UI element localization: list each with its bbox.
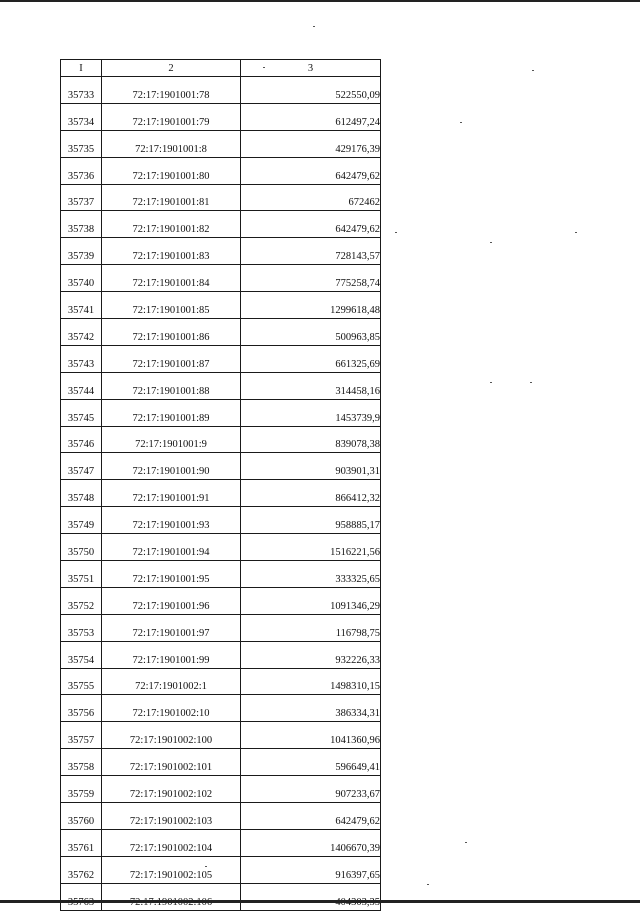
header-col-2: 2	[102, 60, 241, 77]
table-row	[61, 103, 381, 130]
cadastral-number: 72:17:1901001:9	[102, 426, 241, 453]
table-row	[61, 480, 381, 507]
cadastral-value: 500963,85	[241, 319, 381, 346]
row-number: 35749	[61, 507, 102, 534]
cadastral-number: 72:17:1901002:100	[102, 722, 241, 749]
cadastral-value: 314458,16	[241, 372, 381, 399]
table-body	[61, 77, 381, 911]
cadastral-value: 903901,31	[241, 453, 381, 480]
row-number: 35757	[61, 722, 102, 749]
header-col-1: I	[61, 60, 102, 77]
scan-speck	[427, 884, 429, 885]
cadastral-value: 839078,38	[241, 426, 381, 453]
cadastral-value: 1041360,96	[241, 722, 381, 749]
row-number: 35736	[61, 157, 102, 184]
cadastral-number: 72:17:1901001:93	[102, 507, 241, 534]
row-number: 35742	[61, 319, 102, 346]
cadastral-value: 596649,41	[241, 749, 381, 776]
cadastral-number: 72:17:1901002:105	[102, 856, 241, 883]
cadastral-number: 72:17:1901001:82	[102, 211, 241, 238]
cadastral-value: 932226,33	[241, 641, 381, 668]
row-number: 35751	[61, 561, 102, 588]
row-number: 35739	[61, 238, 102, 265]
row-number: 35760	[61, 803, 102, 830]
table-row	[61, 803, 381, 830]
row-number: 35762	[61, 856, 102, 883]
row-number: 35759	[61, 776, 102, 803]
cadastral-number: 72:17:1901001:85	[102, 292, 241, 319]
table-row	[61, 883, 381, 910]
row-number: 35756	[61, 695, 102, 722]
table-row	[61, 372, 381, 399]
scan-speck	[313, 26, 315, 27]
cadastral-value: 642479,62	[241, 803, 381, 830]
cadastral-value: 958885,17	[241, 507, 381, 534]
cadastral-number: 72:17:1901001:87	[102, 345, 241, 372]
table-row	[61, 130, 381, 157]
cadastral-number: 72:17:1901001:91	[102, 480, 241, 507]
cadastral-value: 672462	[241, 184, 381, 211]
row-number: 35745	[61, 399, 102, 426]
cadastral-number: 72:17:1901002:101	[102, 749, 241, 776]
row-number: 35733	[61, 77, 102, 104]
cadastral-number: 72:17:1901001:97	[102, 614, 241, 641]
cadastral-value: 612497,24	[241, 103, 381, 130]
row-number: 35743	[61, 345, 102, 372]
table-row	[61, 399, 381, 426]
cadastral-value: 1091346,29	[241, 587, 381, 614]
table-row	[61, 614, 381, 641]
cadastral-value: 1453739,9	[241, 399, 381, 426]
cadastral-value-table	[60, 59, 381, 911]
scan-top-edge	[0, 0, 640, 2]
scan-speck	[465, 842, 467, 843]
cadastral-number: 72:17:1901001:88	[102, 372, 241, 399]
cadastral-number: 72:17:1901002:102	[102, 776, 241, 803]
cadastral-value: 916397,65	[241, 856, 381, 883]
cadastral-number: 72:17:1901001:83	[102, 238, 241, 265]
cadastral-value: 642479,62	[241, 211, 381, 238]
table-row	[61, 561, 381, 588]
table-row	[61, 534, 381, 561]
table-row	[61, 345, 381, 372]
row-number: 35755	[61, 668, 102, 695]
cadastral-value	[241, 883, 381, 910]
row-number: 35744	[61, 372, 102, 399]
cadastral-number: 72:17:1901001:8	[102, 130, 241, 157]
cadastral-value: 1498310,15	[241, 668, 381, 695]
cadastral-value: 775258,74	[241, 265, 381, 292]
scan-speck	[460, 122, 462, 123]
table-row	[61, 184, 381, 211]
cadastral-number: 72:17:1901001:96	[102, 587, 241, 614]
table-row	[61, 856, 381, 883]
table-row	[61, 695, 381, 722]
row-number: 35754	[61, 641, 102, 668]
cadastral-value: 907233,67	[241, 776, 381, 803]
cadastral-number: 72:17:1901001:81	[102, 184, 241, 211]
cadastral-number: 72:17:1901001:79	[102, 103, 241, 130]
row-number: 35753	[61, 614, 102, 641]
cadastral-number: 72:17:1901001:95	[102, 561, 241, 588]
cadastral-number: 72:17:1901001:89	[102, 399, 241, 426]
cadastral-number: 72:17:1901001:84	[102, 265, 241, 292]
cadastral-value: 522550,09	[241, 77, 381, 104]
cadastral-value: 116798,75	[241, 614, 381, 641]
cadastral-number: 72:17:1901002:104	[102, 829, 241, 856]
row-number: 35748	[61, 480, 102, 507]
row-number: 35740	[61, 265, 102, 292]
cadastral-value: 728143,57	[241, 238, 381, 265]
row-number: 35761	[61, 829, 102, 856]
row-number: 35735	[61, 130, 102, 157]
row-number: 35737	[61, 184, 102, 211]
cadastral-value: 642479,62	[241, 157, 381, 184]
scan-bottom-edge	[0, 900, 640, 903]
scan-speck	[395, 232, 397, 233]
cadastral-value: 1516221,56	[241, 534, 381, 561]
table-row	[61, 776, 381, 803]
row-number: 35746	[61, 426, 102, 453]
table-row	[61, 211, 381, 238]
table-row	[61, 641, 381, 668]
scan-speck	[575, 232, 577, 233]
cadastral-value: 1299618,48	[241, 292, 381, 319]
header-row	[61, 60, 381, 77]
table-row	[61, 238, 381, 265]
cadastral-value: 661325,69	[241, 345, 381, 372]
cadastral-value: 1406670,39	[241, 829, 381, 856]
table-header	[61, 60, 381, 77]
cadastral-number: 72:17:1901002:103	[102, 803, 241, 830]
table-row	[61, 722, 381, 749]
cadastral-number: 72:17:1901001:94	[102, 534, 241, 561]
cadastral-number	[102, 883, 241, 910]
cadastral-number: 72:17:1901001:90	[102, 453, 241, 480]
table-row	[61, 668, 381, 695]
cadastral-number: 72:17:1901001:86	[102, 319, 241, 346]
table-row	[61, 319, 381, 346]
row-number: 35738	[61, 211, 102, 238]
row-number	[61, 883, 102, 910]
row-number: 35734	[61, 103, 102, 130]
row-number: 35758	[61, 749, 102, 776]
cadastral-number: 72:17:1901001:80	[102, 157, 241, 184]
table-row	[61, 77, 381, 104]
table-row	[61, 587, 381, 614]
scan-speck	[490, 242, 492, 243]
table-row	[61, 265, 381, 292]
cadastral-value: 386334,31	[241, 695, 381, 722]
cadastral-value: 333325,65	[241, 561, 381, 588]
scan-speck	[532, 70, 534, 71]
cadastral-number: 72:17:1901001:78	[102, 77, 241, 104]
table-row	[61, 749, 381, 776]
row-number: 35741	[61, 292, 102, 319]
table-row	[61, 453, 381, 480]
cadastral-value: 429176,39	[241, 130, 381, 157]
header-col-3: 3	[241, 60, 381, 77]
row-number: 35747	[61, 453, 102, 480]
cadastral-value: 866412,32	[241, 480, 381, 507]
scan-speck	[530, 382, 532, 383]
table-row	[61, 829, 381, 856]
cadastral-number: 72:17:1901002:10	[102, 695, 241, 722]
row-number: 35752	[61, 587, 102, 614]
table-row	[61, 507, 381, 534]
table-row	[61, 157, 381, 184]
row-number: 35750	[61, 534, 102, 561]
table-row	[61, 292, 381, 319]
scan-speck	[490, 382, 492, 383]
table-row	[61, 426, 381, 453]
cadastral-number: 72:17:1901001:99	[102, 641, 241, 668]
cadastral-number: 72:17:1901002:1	[102, 668, 241, 695]
